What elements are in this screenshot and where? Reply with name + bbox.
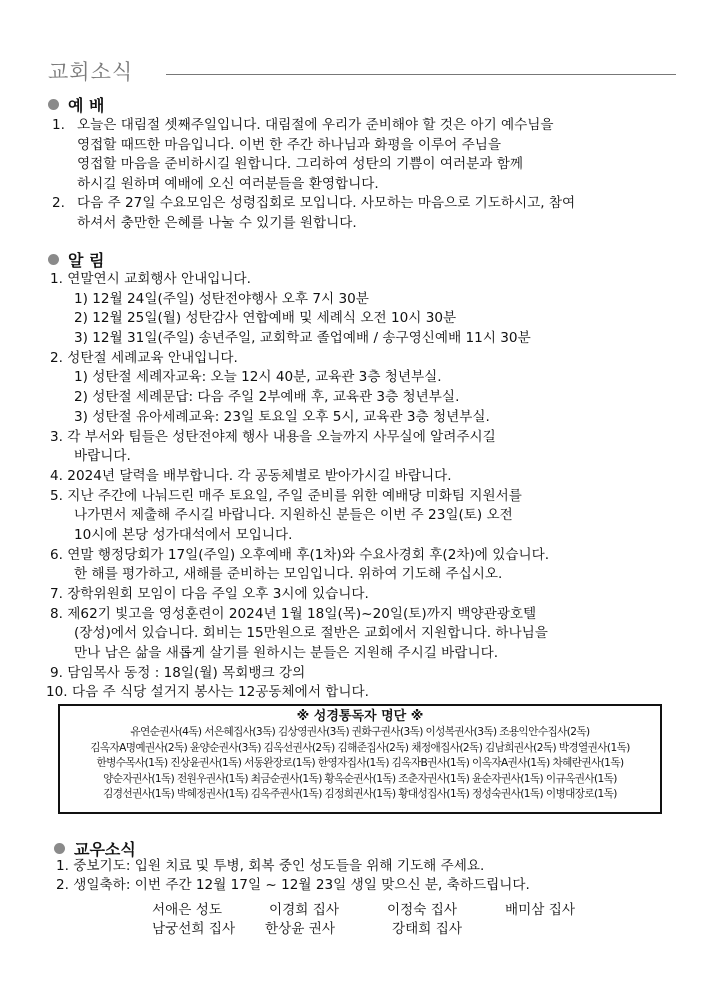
notice-line: 6. 연말 행정당회가 17일(주일) 오후예배 후(1차)와 수요사경회 후(2차)에 있습니다. (50, 546, 550, 563)
members-list (56, 857, 676, 896)
paragraph-line: 하시길 원하며 예배에 오신 여러분들을 환영합니다. (77, 176, 379, 193)
notices-list (46, 270, 670, 703)
worship-heading (48, 93, 104, 116)
notice-line: 5. 지난 주간에 나눠드린 매주 토요일, 주일 준비를 위한 예배당 미화팀 지원서를 (50, 487, 522, 504)
notices-heading-label: 알 림 (68, 251, 105, 270)
paragraph-line: 오늘은 대림절 셋째주일입니다. 대림절에 우리가 준비해야 할 것은 아기 예수님을 (77, 117, 554, 133)
birthday-name: 한상윤 권사 (265, 921, 335, 937)
paragraph-line: 영접할 때뜨한 마음입니다. 이번 한 주간 하나님과 화평을 이루어 주님을 (77, 136, 502, 153)
prayer-text: 입원 치료 및 투병, 회복 중인 성도들을 위해 기도해 주세요. (134, 858, 485, 874)
birthday-name: 서애은 성도 (152, 902, 222, 918)
birthday-name: 강태희 집사 (392, 921, 462, 937)
item-number: 1. (52, 117, 65, 133)
bible-readers-box (58, 704, 662, 814)
birthday-notice (56, 876, 676, 895)
birthday-name: 배미삼 집사 (505, 902, 575, 918)
birthday-name: 이정숙 집사 (387, 902, 457, 918)
notice-line: 10. 다음 주 식당 설거지 봉사는 12공동체에서 합니다. (46, 684, 369, 701)
notice-line: 한 해를 평가하고, 새해를 준비하는 모임입니다. 위하여 기도해 주십시오. (74, 566, 503, 583)
members-heading-label: 교우소식 (74, 840, 136, 859)
section-header (48, 54, 676, 88)
bible-readers-row: 양순자권사(1독) 전원우권사(1독) 최금순권사(1독) 황옥순권사(1독) 조춘자권사(1독) 윤순자권사(1독) 이규옥권사(1독) (103, 772, 617, 785)
notice-line: 2. 성탄절 세례교육 안내입니다. (50, 349, 238, 366)
notice-line: 8. 제62기 빛고을 영성훈련이 2024년 1월 18일(목)~20일(토)까지 백양관광호텔 (50, 605, 537, 622)
notice-line: 3) 성탄절 유아세례교육: 23일 토요일 오후 5시, 교육관 3층 청년부실. (74, 408, 490, 425)
birthday-text: 이번 주간 12월 17일 ~ 12월 23일 생일 맞으신 분, 축하드립니다. (134, 877, 530, 894)
bible-readers-row: 유연순권사(4독) 서은혜집사(3독) 김상영권사(3독) 권화구권사(3독) 이성복권사(3독) 조용익안수집사(2독) (130, 726, 590, 739)
birthday-name: 남궁선희 집사 (152, 921, 236, 937)
notice-line: 7. 장학위원회 모임이 다음 주일 오후 3시에 있습니다. (50, 586, 369, 602)
birthday-names-row (152, 917, 652, 937)
notice-line: 1. 연말연시 교회행사 안내입니다. (50, 271, 251, 287)
worship-heading-label: 예 배 (68, 96, 105, 115)
notice-line: 4. 2024년 달력을 배부합니다. 각 공동체별로 받아가시길 바랍니다. (50, 467, 452, 484)
paragraph-line: 영접할 마음을 준비하시길 원합니다. 그리하여 성탄의 기쁨이 여러분과 함께 (77, 156, 523, 173)
prayer-label: 1. 중보기도: (56, 858, 131, 874)
paragraph-line: 다음 주 27일 수요모임은 성령집회로 모입니다. 사모하는 마음으로 기도하시고, 참여 (77, 195, 576, 211)
notice-line: 3. 각 부서와 팀들은 성탄전야제 행사 내용을 오늘까지 사무실에 알려주시길 (50, 428, 496, 445)
paragraph-line: 하셔서 충만한 은혜를 나눌 수 있기를 원합니다. (77, 214, 357, 231)
notice-line: 9. 담임목사 동정 : 18일(월) 목회뱅크 강의 (50, 664, 306, 681)
birthday-names-row (152, 898, 652, 918)
notice-line: 2) 성탄절 세례문답: 다음 주일 2부예배 후, 교육관 3층 청년부실. (74, 389, 460, 406)
circle-bullet-icon (48, 254, 59, 265)
bible-readers-row: 한병수목사(1독) 진상윤권사(1독) 서동완장로(1독) 한영자집사(1독) 김옥자B권사(1독) 이옥자A권사(1독) 차혜란권사(1독) (96, 757, 624, 770)
bible-readers-row: 김경선권사(1독) 박혜정권사(1독) 김옥주권사(1독) 김정희권사(1독) 황대성집사(1독) 정성숙권사(1독) 이병대장로(1독) (103, 788, 617, 801)
worship-item-2 (52, 194, 575, 233)
notice-line: 10시에 본당 성가대석에서 모입니다. (74, 526, 293, 543)
bible-readers-row: 김옥자A명예권사(2독) 윤양순권사(3독) 김옥선권사(2독) 김해준집사(2독) 채정애집사(2독) 김남희권사(2독) 박경열권사(1독) (90, 741, 630, 754)
notice-line: 나가면서 제출해 주시길 바랍니다. 지원하신 분들은 이번 주 23일(토) 오전 (74, 507, 513, 524)
notice-line: 1) 12월 24일(주일) 성탄전야행사 오후 7시 30분 (74, 290, 369, 307)
notice-line: 만나 남은 삶을 새롭게 살기를 원하시는 분들은 지원해 주시길 바랍니다. (74, 645, 499, 662)
page-title: 교회소식 (48, 60, 134, 84)
notice-line: (장성)에서 있습니다. 회비는 15만원으로 절반은 교회에서 지원합니다. 하나님을 (74, 625, 548, 642)
notice-line: 1) 성탄절 세례자교육: 오늘 12시 40분, 교육관 3층 청년부실. (74, 369, 442, 386)
birthday-label: 2. 생일축하: (56, 877, 131, 894)
worship-item-1 (52, 116, 554, 195)
header-divider (166, 74, 676, 75)
item-number: 2. (52, 195, 65, 211)
notice-line: 2) 12월 25일(월) 성탄감사 연합예배 및 세례식 오전 10시 30분 (74, 310, 457, 327)
notice-line: 바랍니다. (74, 448, 131, 465)
bible-readers-title: ※ 성경통독자 명단 ※ (296, 709, 424, 724)
circle-bullet-icon (48, 99, 59, 110)
circle-bullet-icon (54, 843, 65, 854)
notice-line: 3) 12월 31일(주일) 송년주일, 교회학교 졸업예배 / 송구영신예배 11시 30분 (74, 330, 531, 347)
prayer-request (56, 857, 676, 876)
birthday-name: 이경희 집사 (269, 902, 339, 918)
notices-heading (48, 248, 104, 271)
